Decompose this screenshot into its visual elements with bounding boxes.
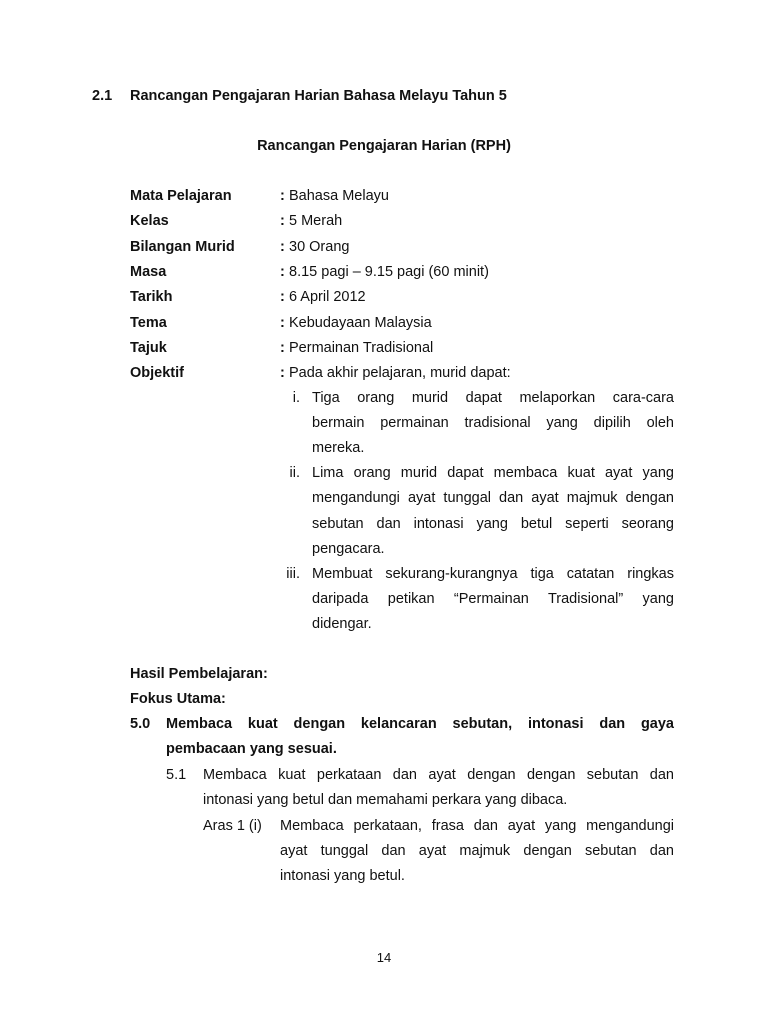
sub-standard-line: intonasi yang betul dan memahami perkara yang dibaca. xyxy=(203,792,568,808)
detail-colon: : xyxy=(280,188,285,204)
main-standard-line: Membaca kuat dengan kelancaran sebutan, intonasi dan gaya xyxy=(166,716,674,732)
objective-line: didengar. xyxy=(312,615,372,632)
detail-colon: : xyxy=(280,365,285,382)
objective-line: bermain permainan tradisional yang dipilih oleh xyxy=(312,415,674,432)
detail-value: 8.15 pagi – 9.15 pagi (60 minit) xyxy=(289,263,489,280)
detail-label: Kelas xyxy=(130,213,169,230)
objective-line: sebutan dan intonasi yang betul seperti seorang xyxy=(312,515,674,532)
detail-value: Pada akhir pelajaran, murid dapat: xyxy=(289,365,511,382)
section-number: 2.1 xyxy=(92,88,113,104)
level-label: Aras 1 (i) xyxy=(203,818,262,834)
detail-label: Tajuk xyxy=(130,339,167,356)
detail-value: Kebudayaan Malaysia xyxy=(289,314,432,331)
objective-numeral: iii. xyxy=(286,565,300,582)
detail-label: Mata Pelajaran xyxy=(130,188,232,204)
objective-numeral: ii. xyxy=(289,465,300,482)
main-standard-line: pembacaan yang sesuai. xyxy=(166,741,337,757)
detail-colon: : xyxy=(280,213,285,230)
detail-label: Masa xyxy=(130,263,167,280)
sub-standard-line: Membaca kuat perkataan dan ayat dengan dengan sebutan dan xyxy=(203,767,674,783)
page-number: 14 xyxy=(376,950,392,965)
objective-line: Tiga orang murid dapat melaporkan cara-cara xyxy=(312,390,674,406)
objective-line: pengacara. xyxy=(312,540,385,557)
detail-label: Tarikh xyxy=(130,289,173,306)
detail-label: Bilangan Murid xyxy=(130,238,235,255)
detail-colon: : xyxy=(280,289,285,306)
detail-value: 6 April 2012 xyxy=(289,289,366,306)
objective-line: daripada petikan “Permainan Tradisional” yang xyxy=(312,590,674,607)
focus-heading: Fokus Utama: xyxy=(130,691,226,707)
objective-numeral: i. xyxy=(292,390,300,406)
detail-label: Objektif xyxy=(130,365,184,382)
detail-colon: : xyxy=(280,263,285,280)
objective-line: mengandungi ayat tunggal dan ayat majmuk dengan xyxy=(312,490,674,507)
sub-standard-number: 5.1 xyxy=(166,767,187,783)
level-line: Membaca perkataan, frasa dan ayat yang mengandungi xyxy=(280,818,674,834)
detail-value: 30 Orang xyxy=(289,238,350,255)
detail-label: Tema xyxy=(130,314,167,331)
level-line: ayat tunggal dan ayat majmuk dengan sebutan dan xyxy=(280,843,674,859)
objective-line: Membuat sekurang-kurangnya tiga catatan ringkas xyxy=(312,565,674,582)
document-title: Rancangan Pengajaran Harian (RPH) xyxy=(257,138,511,154)
section-title: Rancangan Pengajaran Harian Bahasa Melayu Tahun 5 xyxy=(130,88,507,104)
detail-value: 5 Merah xyxy=(289,213,343,230)
detail-colon: : xyxy=(280,314,285,331)
objective-line: Lima orang murid dapat membaca kuat ayat yang xyxy=(312,465,674,482)
level-line: intonasi yang betul. xyxy=(280,868,405,884)
detail-colon: : xyxy=(280,238,285,255)
learning-heading: Hasil Pembelajaran: xyxy=(130,666,268,682)
detail-value: Permainan Tradisional xyxy=(289,339,434,356)
detail-value: Bahasa Melayu xyxy=(289,188,389,204)
detail-colon: : xyxy=(280,339,285,356)
objective-line: mereka. xyxy=(312,440,365,457)
main-standard-number: 5.0 xyxy=(130,716,151,732)
